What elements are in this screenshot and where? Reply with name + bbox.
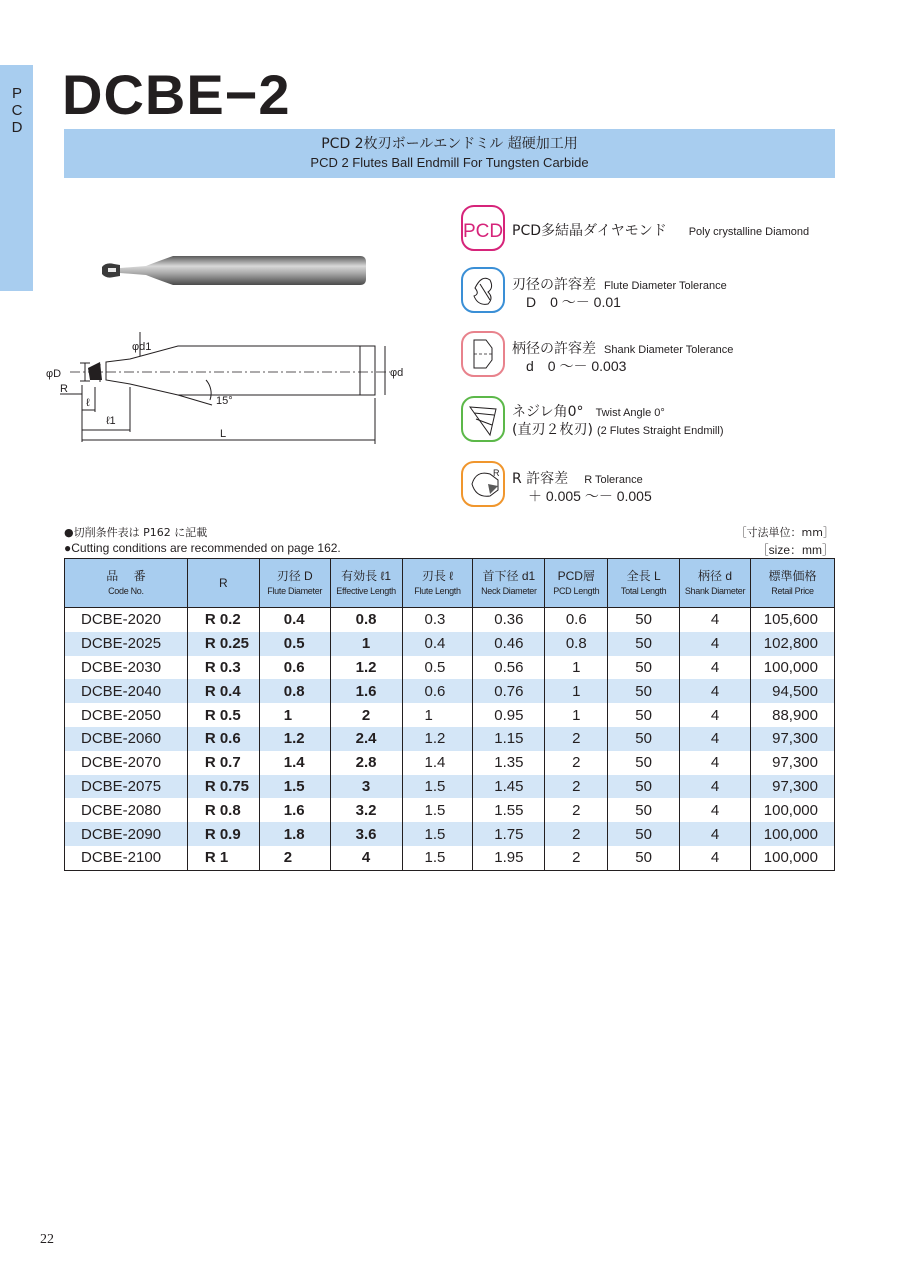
cell-code: DCBE-2060 — [65, 727, 188, 751]
cell-retail-price: 100,000 — [750, 822, 834, 846]
table-row — [65, 656, 835, 680]
header-r: R — [187, 559, 259, 608]
cell-shank-diameter: 4 — [680, 632, 751, 656]
cell-shank-diameter: 4 — [680, 727, 751, 751]
cell-shank-diameter: 4 — [680, 775, 751, 799]
cell-code: DCBE-2100 — [65, 846, 188, 870]
cell-effective-length: 2 — [330, 703, 402, 727]
table-header-row — [65, 559, 835, 608]
cell-shank-diameter: 4 — [680, 798, 751, 822]
cell-pcd-length: 1 — [545, 656, 608, 680]
cell-r: R 0.9 — [187, 822, 259, 846]
cell-r: R 0.2 — [187, 608, 259, 632]
cell-flute-length: 1.5 — [402, 775, 473, 799]
table-row — [65, 727, 835, 751]
cell-flute-length: 1.5 — [402, 822, 473, 846]
cell-flute-length: 1.2 — [402, 727, 473, 751]
drawing-label-R: R — [60, 383, 68, 395]
table-row — [65, 608, 835, 632]
cell-flute-length: 0.4 — [402, 632, 473, 656]
cell-effective-length: 1 — [330, 632, 402, 656]
cell-flute-diameter: 1.5 — [259, 775, 330, 799]
cell-neck-diameter: 0.95 — [473, 703, 545, 727]
cell-r: R 0.5 — [187, 703, 259, 727]
cell-code: DCBE-2070 — [65, 751, 188, 775]
cell-shank-diameter: 4 — [680, 656, 751, 680]
table-row — [65, 703, 835, 727]
cell-r: R 0.3 — [187, 656, 259, 680]
cell-pcd-length: 2 — [545, 727, 608, 751]
cell-neck-diameter: 0.46 — [473, 632, 545, 656]
table-row — [65, 679, 835, 703]
cell-flute-diameter: 1 — [259, 703, 330, 727]
unit-note-jp: ［寸法単位：mm］ — [735, 526, 834, 539]
cell-flute-length: 0.5 — [402, 656, 473, 680]
cell-code: DCBE-2030 — [65, 656, 188, 680]
table-row — [65, 846, 835, 870]
cell-flute-diameter: 1.4 — [259, 751, 330, 775]
flute-tol-value: D 0 〜－ 0.01 — [526, 294, 621, 310]
drawing-label-D: φD — [46, 368, 62, 380]
twist-sub-en: (2 Flutes Straight Endmill) — [596, 425, 724, 437]
cell-retail-price: 97,300 — [750, 727, 834, 751]
cell-retail-price: 105,600 — [750, 608, 834, 632]
table-row — [65, 775, 835, 799]
cell-flute-diameter: 0.6 — [259, 656, 330, 680]
cell-flute-length: 0.3 — [402, 608, 473, 632]
shank-tol-label-jp: 柄径の許容差 — [512, 341, 596, 357]
cell-total-length: 50 — [608, 632, 680, 656]
cell-shank-diameter: 4 — [680, 608, 751, 632]
endmill-photo — [98, 246, 373, 291]
drawing-label-l: ℓ — [86, 397, 90, 409]
cell-pcd-length: 2 — [545, 822, 608, 846]
cell-retail-price: 100,000 — [750, 846, 834, 870]
r-tol-label-jp: R 許容差 — [512, 471, 569, 487]
cutting-note-en: ●Cutting conditions are recommended on page 162. — [64, 541, 341, 555]
cell-pcd-length: 2 — [545, 846, 608, 870]
r-tol-label-en: R Tolerance — [584, 474, 643, 486]
cell-neck-diameter: 0.36 — [473, 608, 545, 632]
cell-flute-length: 1 — [402, 703, 473, 727]
twist-sub-jp: (直刃２枚刃) — [512, 422, 593, 438]
cell-effective-length: 3 — [330, 775, 402, 799]
cell-effective-length: 1.6 — [330, 679, 402, 703]
drawing-label-L: L — [220, 428, 227, 440]
dimension-drawing — [40, 322, 420, 447]
svg-text:R: R — [493, 468, 500, 478]
cell-flute-diameter: 1.8 — [259, 822, 330, 846]
drawing-label-l1: ℓ1 — [106, 415, 116, 427]
cell-r: R 0.6 — [187, 727, 259, 751]
side-tab — [0, 65, 33, 291]
cell-code: DCBE-2080 — [65, 798, 188, 822]
cell-shank-diameter: 4 — [680, 822, 751, 846]
twist-angle-icon — [460, 395, 506, 443]
table-row — [65, 822, 835, 846]
cell-retail-price: 97,300 — [750, 751, 834, 775]
page-number: 22 — [40, 1232, 54, 1247]
cell-flute-length: 1.5 — [402, 798, 473, 822]
cell-code: DCBE-2050 — [65, 703, 188, 727]
header-neck-diameter: 首下径 d1 Neck Diameter — [473, 559, 545, 608]
cutting-note-jp: ●切削条件表は P162 に記載 — [64, 526, 208, 539]
pcd-label-en: Poly crystalline Diamond — [688, 226, 810, 238]
cell-shank-diameter: 4 — [680, 751, 751, 775]
header-flute-diameter: 刃径 D Flute Diameter — [259, 559, 330, 608]
cell-r: R 1 — [187, 846, 259, 870]
table-row — [65, 632, 835, 656]
cell-r: R 0.4 — [187, 679, 259, 703]
cell-pcd-length: 1 — [545, 679, 608, 703]
header-shank-diameter: 柄径 d Shank Diameter — [680, 559, 751, 608]
cell-neck-diameter: 1.35 — [473, 751, 545, 775]
pcd-label-jp: PCD多結晶ダイヤモンド — [512, 223, 667, 239]
cell-flute-length: 1.4 — [402, 751, 473, 775]
cell-retail-price: 100,000 — [750, 656, 834, 680]
cell-effective-length: 4 — [330, 846, 402, 870]
cell-flute-diameter: 0.5 — [259, 632, 330, 656]
cell-flute-length: 1.5 — [402, 846, 473, 870]
header-total-length: 全長 L Total Length — [608, 559, 680, 608]
table-row — [65, 798, 835, 822]
cell-retail-price: 88,900 — [750, 703, 834, 727]
title-banner — [64, 129, 835, 178]
r-tolerance-icon — [460, 460, 506, 508]
cell-pcd-length: 2 — [545, 798, 608, 822]
cell-code: DCBE-2020 — [65, 608, 188, 632]
header-pcd-length: PCD層 PCD Length — [545, 559, 608, 608]
cell-total-length: 50 — [608, 679, 680, 703]
banner-title-en: PCD 2 Flutes Ball Endmill For Tungsten Carbide — [310, 155, 589, 170]
cell-retail-price: 97,300 — [750, 775, 834, 799]
flute-tol-label-jp: 刃径の許容差 — [512, 277, 596, 293]
header-code: 品 番 Code No. — [65, 559, 188, 608]
cell-code: DCBE-2075 — [65, 775, 188, 799]
cell-flute-diameter: 1.6 — [259, 798, 330, 822]
cell-effective-length: 3.2 — [330, 798, 402, 822]
cell-r: R 0.25 — [187, 632, 259, 656]
shank-tol-label-en: Shank Diameter Tolerance — [604, 344, 734, 356]
cell-effective-length: 3.6 — [330, 822, 402, 846]
cell-neck-diameter: 0.56 — [473, 656, 545, 680]
cell-effective-length: 1.2 — [330, 656, 402, 680]
cell-r: R 0.7 — [187, 751, 259, 775]
flute-diameter-icon — [460, 266, 506, 314]
twist-label-jp: ネジレ角0° — [512, 404, 584, 420]
cell-neck-diameter: 0.76 — [473, 679, 545, 703]
header-effective-length: 有効長 ℓ1 Effective Length — [330, 559, 402, 608]
cell-flute-diameter: 0.4 — [259, 608, 330, 632]
shank-diameter-icon — [460, 330, 506, 378]
cell-code: DCBE-2090 — [65, 822, 188, 846]
cell-neck-diameter: 1.55 — [473, 798, 545, 822]
drawing-label-d1: φd1 — [132, 341, 152, 353]
cell-total-length: 50 — [608, 751, 680, 775]
cell-shank-diameter: 4 — [680, 679, 751, 703]
table-row — [65, 751, 835, 775]
cell-retail-price: 102,800 — [750, 632, 834, 656]
cell-pcd-length: 2 — [545, 751, 608, 775]
cell-total-length: 50 — [608, 727, 680, 751]
cell-flute-diameter: 0.8 — [259, 679, 330, 703]
cell-code: DCBE-2025 — [65, 632, 188, 656]
cell-pcd-length: 2 — [545, 775, 608, 799]
cell-total-length: 50 — [608, 703, 680, 727]
cell-flute-diameter: 2 — [259, 846, 330, 870]
shank-tol-value: d 0 〜－ 0.003 — [526, 358, 627, 374]
cell-neck-diameter: 1.45 — [473, 775, 545, 799]
cell-flute-length: 0.6 — [402, 679, 473, 703]
cell-pcd-length: 1 — [545, 703, 608, 727]
unit-note-en: ［size：mm］ — [756, 543, 834, 557]
cell-pcd-length: 0.8 — [545, 632, 608, 656]
header-flute-length: 刃長 ℓ Flute Length — [402, 559, 473, 608]
cell-effective-length: 2.8 — [330, 751, 402, 775]
flute-tol-label-en: Flute Diameter Tolerance — [604, 280, 727, 292]
cell-pcd-length: 0.6 — [545, 608, 608, 632]
pcd-icon — [460, 204, 506, 252]
cell-shank-diameter: 4 — [680, 703, 751, 727]
cell-retail-price: 94,500 — [750, 679, 834, 703]
banner-title-jp: PCD 2枚刃ボールエンドミル 超硬加工用 — [321, 136, 578, 152]
twist-label-en: Twist Angle 0° — [595, 407, 665, 419]
side-tab-label: PCD — [11, 85, 23, 136]
cell-neck-diameter: 1.15 — [473, 727, 545, 751]
cell-total-length: 50 — [608, 846, 680, 870]
cell-total-length: 50 — [608, 775, 680, 799]
drawing-label-d: φd — [390, 367, 404, 379]
spec-table — [64, 558, 835, 871]
svg-text:PCD: PCD — [462, 221, 504, 242]
drawing-label-angle: 15° — [216, 395, 233, 407]
cell-neck-diameter: 1.75 — [473, 822, 545, 846]
cell-neck-diameter: 1.95 — [473, 846, 545, 870]
cell-r: R 0.8 — [187, 798, 259, 822]
cell-code: DCBE-2040 — [65, 679, 188, 703]
header-retail-price: 標準価格 Retail Price — [750, 559, 834, 608]
cell-r: R 0.75 — [187, 775, 259, 799]
cell-effective-length: 2.4 — [330, 727, 402, 751]
cell-flute-diameter: 1.2 — [259, 727, 330, 751]
cell-shank-diameter: 4 — [680, 846, 751, 870]
cell-total-length: 50 — [608, 656, 680, 680]
cell-total-length: 50 — [608, 822, 680, 846]
cell-effective-length: 0.8 — [330, 608, 402, 632]
r-tol-value: ＋ 0.005 〜－ 0.005 — [528, 488, 652, 504]
cell-retail-price: 100,000 — [750, 798, 834, 822]
product-model-title: DCBE−2 — [62, 63, 291, 126]
cell-total-length: 50 — [608, 798, 680, 822]
cell-total-length: 50 — [608, 608, 680, 632]
